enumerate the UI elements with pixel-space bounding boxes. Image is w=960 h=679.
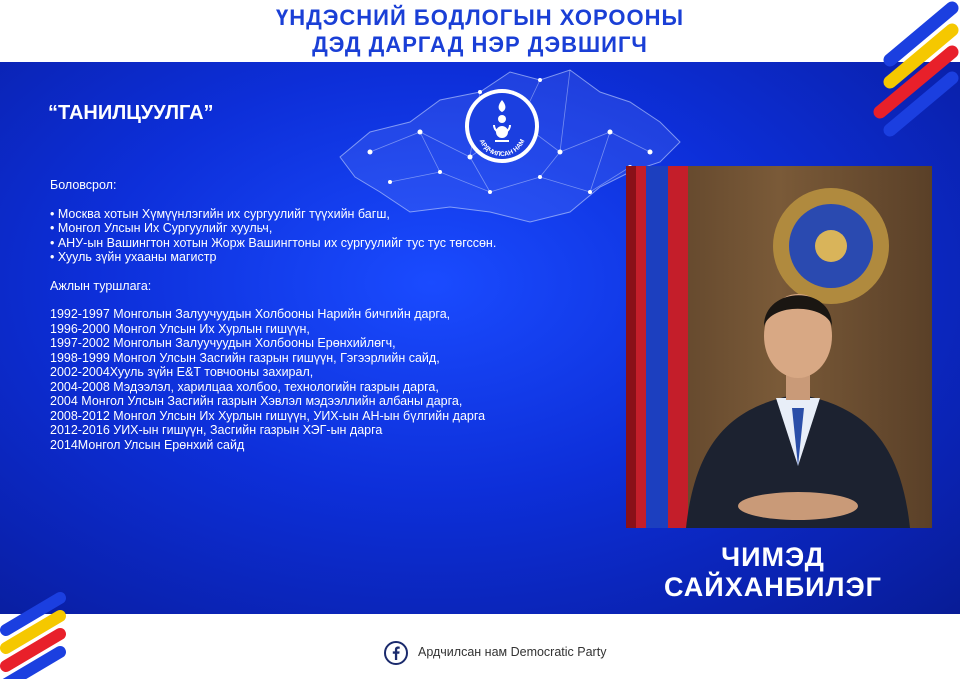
- democratic-party-logo: [464, 88, 540, 164]
- candidate-last-name: САЙХАНБИЛЭГ: [663, 572, 882, 602]
- experience-list: [50, 307, 532, 452]
- experience-item: 2012-2016 УИХ-ын гишүүн, Засгийн газрын ХЭГ-ын дарга: [50, 423, 383, 437]
- education-label: Боловсрол:: [50, 178, 117, 192]
- experience-item: 2008-2012 Монгол Улсын Их Хурлын гишүүн, УИХ-ын АН-ын бүлгийн дарга: [50, 408, 486, 423]
- experience-item: 1997-2002 Монголын Залуучуудын Холбооны Ерөнхийлөгч,: [50, 336, 396, 350]
- experience-item: 2004-2008 Мэдээлэл, харилцаа холбоо, технологийн газрын дарга,: [50, 379, 439, 394]
- education-item: • Монгол Улсын Их Сургуулийг хуульч,: [50, 221, 273, 235]
- education-item: • Хууль зүйн ухааны магистр: [50, 250, 217, 264]
- footer: [0, 614, 960, 679]
- experience-item: 1996-2000 Монгол Улсын Их Хурлын гишүүн,: [50, 321, 310, 336]
- facebook-icon[interactable]: [384, 641, 408, 665]
- experience-label: Ажлын туршлага:: [50, 278, 152, 293]
- header-banner: [0, 0, 960, 62]
- education-item: • Москва хотын Хүмүүнлэгийн их сургуулийг түүхийн багш,: [50, 206, 390, 221]
- experience-item: 1992-1997 Монголын Залуучуудын Холбооны Нарийн бичгийн дарга,: [50, 307, 451, 321]
- main-panel: [0, 62, 960, 614]
- education-list: [50, 207, 532, 265]
- candidate-first-name: ЧИМЭД: [721, 542, 825, 572]
- intro-title: “ТАНИЛЦУУЛГА”: [48, 102, 214, 124]
- header-title-line-2: ДЭД ДАРГАД НЭР ДЭВШИГЧ: [312, 32, 648, 57]
- decorative-stripes-top-right: [860, 0, 960, 150]
- biography-text: [50, 178, 532, 452]
- experience-item: 2002-2004Хууль зүйн Е&T товчооны захирал,: [50, 365, 314, 379]
- education-item: • АНУ-ын Вашингтон хотын Жорж Вашингтоны их сургуулийг тус тус төгссөн.: [50, 235, 497, 250]
- experience-item: 1998-1999 Монгол Улсын Засгийн газрын гишүүн, Гэгээрлийн сайд,: [50, 350, 440, 365]
- candidate-name: [628, 542, 918, 602]
- facebook-page-name[interactable]: Ардчилсан нам Democratic Party: [418, 645, 607, 659]
- experience-item: 2014Монгол Улсын Ерөнхий сайд: [50, 437, 245, 452]
- logo-text: АРДЧИЛСАН НАМ: [477, 138, 527, 159]
- candidate-photo: [626, 166, 932, 528]
- experience-item: 2004 Монгол Улсын Засгийн газрын Хэвлэл мэдээллийн албаны дарга,: [50, 394, 463, 408]
- header-title-line-1: ҮНДЭСНИЙ БОДЛОГЫН ХОРООНЫ: [275, 5, 685, 30]
- decorative-stripes-bottom-left: [0, 590, 100, 679]
